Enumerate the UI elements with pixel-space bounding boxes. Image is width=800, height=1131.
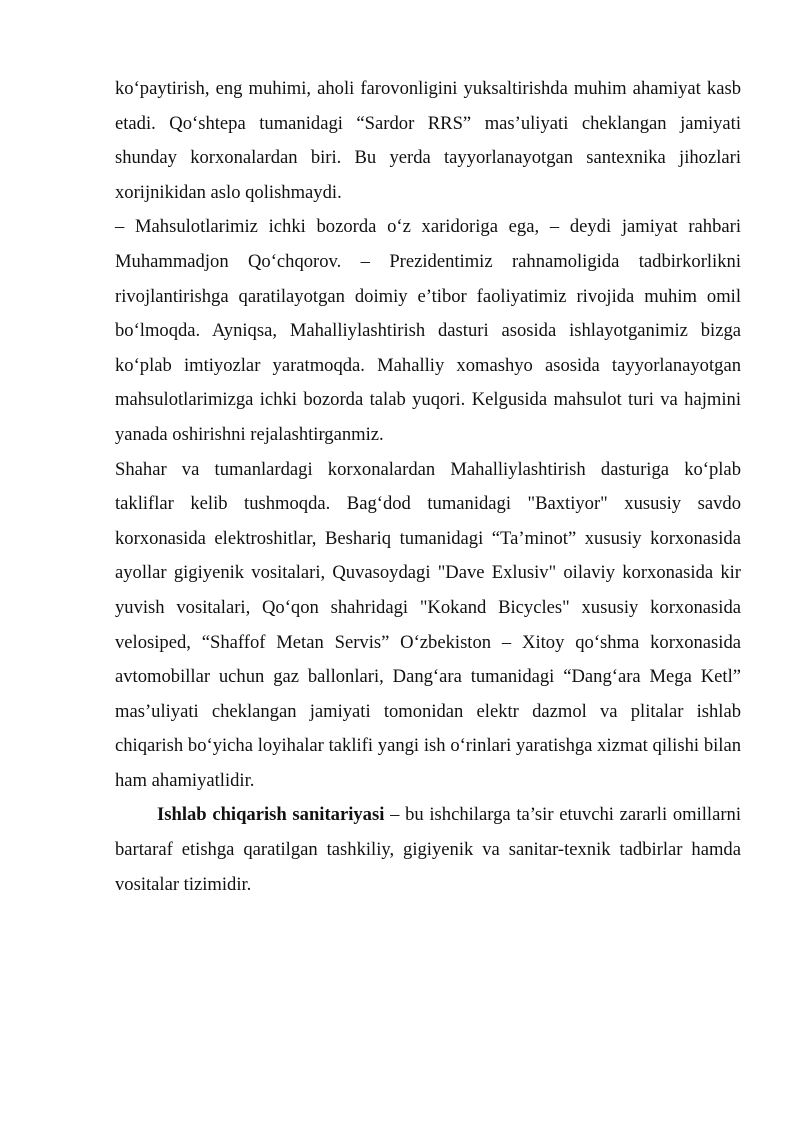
definition-term: Ishlab chiqarish sanitariyasi [157,804,385,826]
paragraph-definition [115,798,741,902]
definition-text: – bu ishchilarga ta’sir etuvchi zararli omillarni bartaraf etishga qaratilgan tashkiliy, gigiyenik va sanitar-texnik tadbirlar hamda vositalar tizimidir. [115,804,742,895]
document-page [115,72,741,902]
paragraph-director-quote: – Mahsulotlarimiz ichki bozorda oʻz xaridoriga ega, – deydi jamiyat rahbari Muhammadjon Qoʻchqorov. – Prezidentimiz rahnamoligida tadbirkorlikni rivojlantirishga qaratilayotgan doimiy e’tibor faoliyatimiz rivojida muhim omil boʻlmoqda. Ayniqsa, Mahalliylashtirish dasturi asosida ishlayotganimiz bizga koʻplab imtiyozlar yaratmoqda. Mahalliy xomashyo asosida tayyorlanayotgan mahsulotlarimizga ichki bozorda talab yuqori. Kelgusida mahsulot turi va hajmini yanada oshirishni rejalashtirganmiz. [115,216,741,445]
paragraph-localization-projects: Shahar va tumanlardagi korxonalardan Mahalliylashtirish dasturiga koʻplab takliflar kelib tushmoqda. Bagʻdod tumanidagi "Baxtiyor" xususiy savdo korxonasida elektroshitlar, Beshariq tumanidagi “Ta’minot” xususiy korxonasida ayollar gigiyenik vositalari, Quvasoydagi "Dave Exlusiv" oilaviy korxonasida kir yuvish vositalari, Qoʻqon shahridagi "Kokand Bicycles" xususiy korxonasida velosiped, “Shaffof Metan Servis” Oʻzbekiston – Xitoy qoʻshma korxonasida avtomobillar uchun gaz ballonlari, Dangʻara tumanidagi “Dangʻara Mega Ketl” mas’uliyati cheklangan jamiyati tomonidan elektr dazmol va plitalar ishlab chiqarish boʻyicha loyihalar taklifi yangi ish oʻrinlari yaratishga xizmat qilishi bilan ham ahamiyatlidir. [115,458,741,791]
paragraph-sardor-rrs: koʻpaytirish, eng muhimi, aholi farovonligini yuksaltirishda muhim ahamiyat kasb etadi. Qoʻshtepa tumanidagi “Sardor RRS” mas’uliyati cheklangan jamiyati shunday korxonalardan biri. Bu yerda tayyorlanayotgan santexnika jihozlari xorijnikidan aslo qolishmaydi. [115,78,741,203]
